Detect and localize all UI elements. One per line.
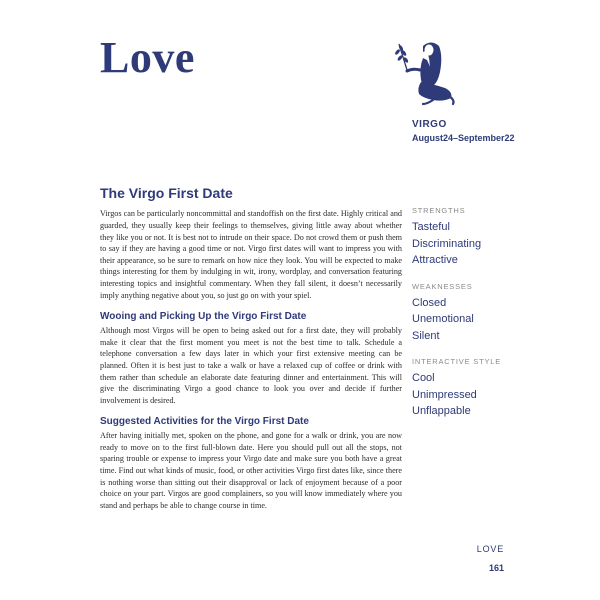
page-number: 161 <box>488 563 504 573</box>
weaknesses-group <box>412 282 532 345</box>
interactive-style-item: Unimpressed <box>412 388 477 401</box>
weakness-item: Unemotional <box>412 313 474 325</box>
interactive-style-label: INTERACTIVE STYLE <box>412 357 502 366</box>
sign-block <box>412 119 515 143</box>
main-article <box>100 186 402 511</box>
strength-item: Attractive <box>412 254 458 266</box>
virgo-maiden-with-wheat-icon <box>393 38 463 110</box>
strengths-group <box>412 206 532 269</box>
intro-paragraph: Virgos can be particularly noncommittal and standoffish on the first date. Highly critical and guarded, they usually keep their feelings to themselves, giving little away about whether they like you or not. It is best not to intrude on their space. Do not crowd them or push them to say if they are having a good time or not. Virgo first dates will want to impress you with their appearance, so be sure to remark on how nice they look. You will be expected to make things interesting for them by indulging in wit, irony, wordplay, and conversation featuring interesting topics and insightful commentary. When they fall silent, it doesn’t necessarily imply anything negative about you, so just go on with your spiel. <box>100 209 402 300</box>
strength-item: Discriminating <box>412 237 482 250</box>
weakness-item: Silent <box>412 329 440 342</box>
interactive-style-item: Cool <box>412 372 435 384</box>
traits-sidebar <box>412 206 532 433</box>
strength-item: Tasteful <box>412 221 450 233</box>
running-footer-section: LOVE <box>476 544 504 554</box>
sign-name: VIRGO <box>412 119 447 130</box>
weakness-item: Closed <box>412 296 447 309</box>
subsection-text-wooing: Although most Virgos will be open to being asked out for a first date, they will probably make it clear that the first moment you meet is not the best time to talk. Schedule a telephone conversation a few days later in which your first extensive meeting can be planned. Often it is best just to take a walk or have a relaxed cup of coffee or drink with them rather than schedule an elaborate date featuring dinner and entertainment. This will give the discriminating Virgo a good chance to look you over and decide if further involvement is desired. <box>100 326 402 405</box>
subsection-text-activities: After having initially met, spoken on the phone, and gone for a walk or drink, you are now ready to move on to the first full-blown date. Here you should pull out all the stops, not sparing trouble or expense to impress your Virgo date and make sure you both have a great time. Find out what kinds of music, food, or other activities Virgo first dates like, since there is nothing worse than sitting out their disapproval or lack of enjoyment because of a poor choice on your part. Virgos are good complainers, so you will know immediately where you stand and perhaps be able to change course in time. <box>100 431 402 510</box>
section-title: The Virgo First Date <box>100 185 233 201</box>
chapter-title: Love <box>100 33 195 82</box>
strengths-label: STRENGTHS <box>412 206 466 215</box>
interactive-style-item: Unflappable <box>412 405 471 417</box>
subsection-title-activities: Suggested Activities for the Virgo First Date <box>100 416 309 428</box>
weaknesses-label: WEAKNESSES <box>412 281 473 291</box>
sign-dates: August24–September22 <box>412 133 515 143</box>
subsection-title-wooing: Wooing and Picking Up the Virgo First Date <box>100 311 307 323</box>
interactive-style-group <box>412 357 532 420</box>
